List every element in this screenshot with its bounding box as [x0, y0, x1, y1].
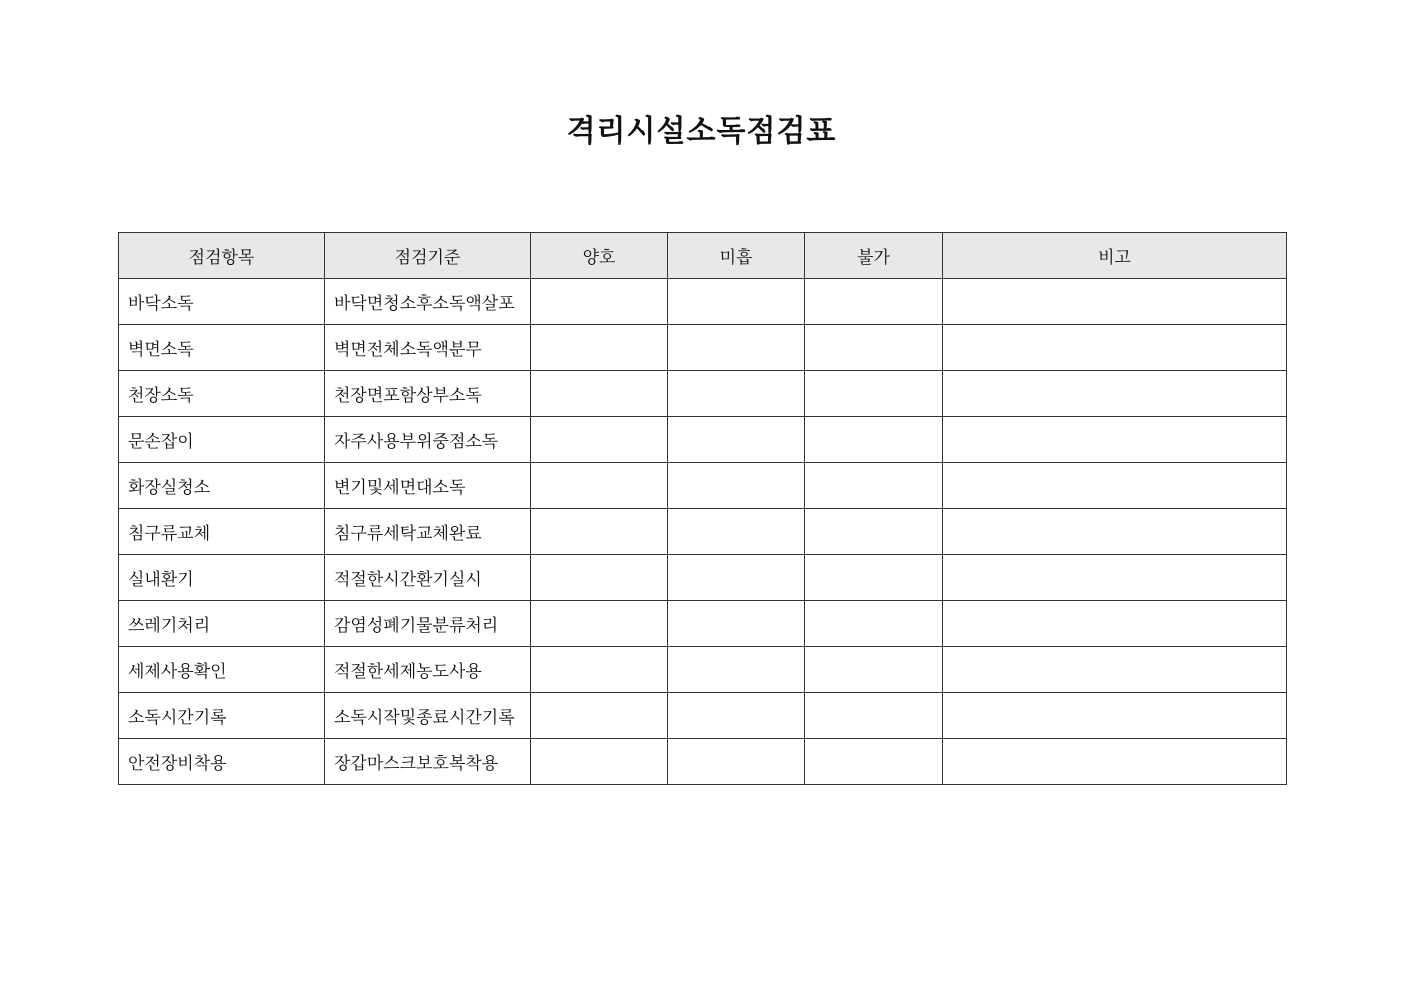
- poor-cell[interactable]: [668, 739, 805, 785]
- note-cell[interactable]: [943, 417, 1287, 463]
- check-standard-cell: 바닥면청소후소독액살포: [325, 279, 531, 325]
- impossible-cell[interactable]: [805, 739, 943, 785]
- poor-cell[interactable]: [668, 555, 805, 601]
- note-cell[interactable]: [943, 463, 1287, 509]
- check-standard-cell: 침구류세탁교체완료: [325, 509, 531, 555]
- note-cell[interactable]: [943, 601, 1287, 647]
- check-standard-cell: 벽면전체소독액분무: [325, 325, 531, 371]
- note-cell[interactable]: [943, 739, 1287, 785]
- header-good: 양호: [531, 233, 668, 279]
- good-cell[interactable]: [531, 647, 668, 693]
- impossible-cell[interactable]: [805, 463, 943, 509]
- note-cell[interactable]: [943, 509, 1287, 555]
- good-cell[interactable]: [531, 601, 668, 647]
- poor-cell[interactable]: [668, 647, 805, 693]
- check-item-cell: 침구류교체: [119, 509, 325, 555]
- impossible-cell[interactable]: [805, 509, 943, 555]
- poor-cell[interactable]: [668, 463, 805, 509]
- checklist-table: [118, 232, 1287, 785]
- check-standard-cell: 소독시작및종료시간기록: [325, 693, 531, 739]
- poor-cell[interactable]: [668, 601, 805, 647]
- poor-cell[interactable]: [668, 509, 805, 555]
- impossible-cell[interactable]: [805, 417, 943, 463]
- poor-cell[interactable]: [668, 279, 805, 325]
- check-item-cell: 안전장비착용: [119, 739, 325, 785]
- note-cell[interactable]: [943, 279, 1287, 325]
- table-row: [119, 739, 1287, 785]
- check-item-cell: 소독시간기록: [119, 693, 325, 739]
- impossible-cell[interactable]: [805, 555, 943, 601]
- good-cell[interactable]: [531, 279, 668, 325]
- note-cell[interactable]: [943, 693, 1287, 739]
- table-row: [119, 279, 1287, 325]
- table-row: [119, 417, 1287, 463]
- impossible-cell[interactable]: [805, 693, 943, 739]
- good-cell[interactable]: [531, 739, 668, 785]
- good-cell[interactable]: [531, 693, 668, 739]
- good-cell[interactable]: [531, 463, 668, 509]
- poor-cell[interactable]: [668, 325, 805, 371]
- impossible-cell[interactable]: [805, 371, 943, 417]
- impossible-cell[interactable]: [805, 325, 943, 371]
- check-item-cell: 벽면소독: [119, 325, 325, 371]
- header-check-item: 점검항목: [119, 233, 325, 279]
- good-cell[interactable]: [531, 509, 668, 555]
- note-cell[interactable]: [943, 371, 1287, 417]
- poor-cell[interactable]: [668, 693, 805, 739]
- check-item-cell: 천장소독: [119, 371, 325, 417]
- good-cell[interactable]: [531, 325, 668, 371]
- check-item-cell: 세제사용확인: [119, 647, 325, 693]
- table-row: [119, 647, 1287, 693]
- check-standard-cell: 자주사용부위중점소독: [325, 417, 531, 463]
- note-cell[interactable]: [943, 647, 1287, 693]
- header-note: 비고: [943, 233, 1287, 279]
- note-cell[interactable]: [943, 325, 1287, 371]
- good-cell[interactable]: [531, 417, 668, 463]
- header-poor: 미흡: [668, 233, 805, 279]
- check-item-cell: 쓰레기처리: [119, 601, 325, 647]
- check-standard-cell: 적절한세제농도사용: [325, 647, 531, 693]
- table-row: [119, 693, 1287, 739]
- table-row: [119, 555, 1287, 601]
- check-standard-cell: 장갑마스크보호복착용: [325, 739, 531, 785]
- impossible-cell[interactable]: [805, 279, 943, 325]
- table-row: [119, 601, 1287, 647]
- impossible-cell[interactable]: [805, 647, 943, 693]
- check-standard-cell: 변기및세면대소독: [325, 463, 531, 509]
- check-item-cell: 화장실청소: [119, 463, 325, 509]
- impossible-cell[interactable]: [805, 601, 943, 647]
- check-standard-cell: 감염성폐기물분류처리: [325, 601, 531, 647]
- document-title: 격리시설소독점검표: [566, 114, 837, 149]
- table-row: [119, 509, 1287, 555]
- table-row: [119, 325, 1287, 371]
- header-check-standard: 점검기준: [325, 233, 531, 279]
- check-item-cell: 바닥소독: [119, 279, 325, 325]
- note-cell[interactable]: [943, 555, 1287, 601]
- table-row: [119, 371, 1287, 417]
- header-impossible: 불가: [805, 233, 943, 279]
- check-standard-cell: 천장면포함상부소독: [325, 371, 531, 417]
- good-cell[interactable]: [531, 371, 668, 417]
- check-standard-cell: 적절한시간환기실시: [325, 555, 531, 601]
- poor-cell[interactable]: [668, 417, 805, 463]
- poor-cell[interactable]: [668, 371, 805, 417]
- table-row: [119, 463, 1287, 509]
- good-cell[interactable]: [531, 555, 668, 601]
- header-row: [119, 233, 1287, 279]
- check-item-cell: 문손잡이: [119, 417, 325, 463]
- check-item-cell: 실내환기: [119, 555, 325, 601]
